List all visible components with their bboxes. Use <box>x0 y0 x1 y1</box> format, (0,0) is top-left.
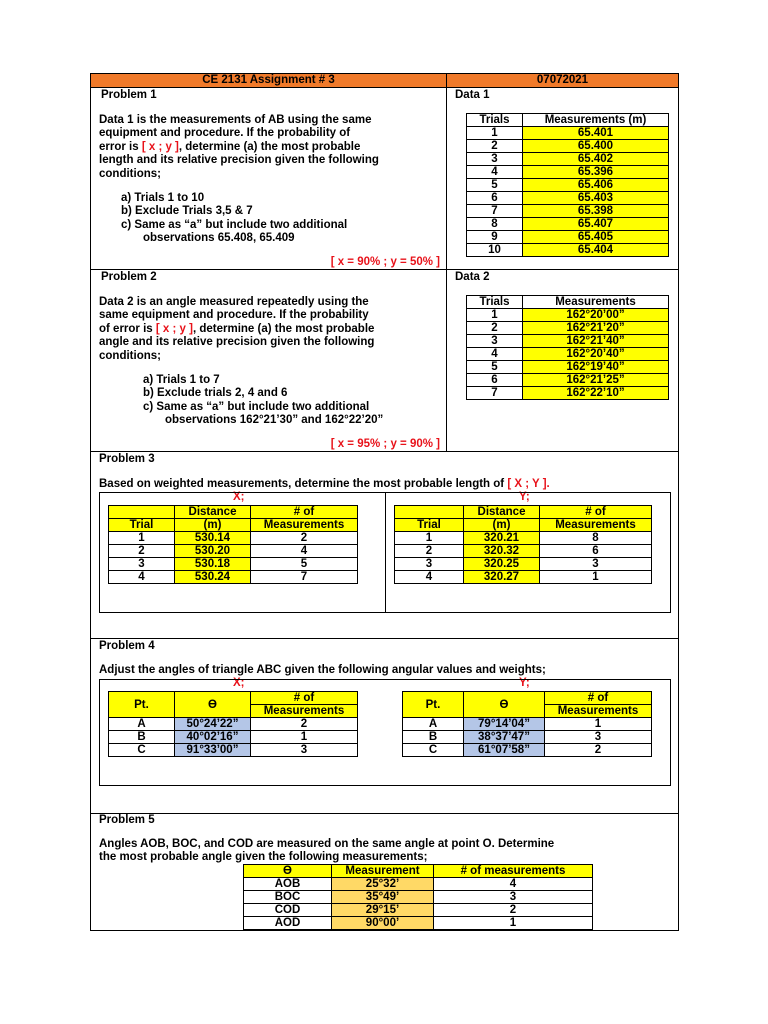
measurement-cell: 162°19’40” <box>523 361 669 374</box>
problem-3-row <box>91 452 678 639</box>
count-cell: 3 <box>251 744 358 757</box>
distance-cell: 320.27 <box>464 571 540 584</box>
problem-4-x-table: Pt. ϴ # of Measurements A 50°24’22” 2 B 40°02’16” 1 C 91°33’00” 3 <box>108 691 358 757</box>
count-cell: 1 <box>540 571 652 584</box>
distance-cell: 320.25 <box>464 558 540 571</box>
table-row <box>403 718 652 731</box>
trial-cell: 9 <box>467 231 523 244</box>
measurement-cell: 65.398 <box>523 205 669 218</box>
angle-cell: 91°33’00” <box>175 744 251 757</box>
problem-1-conditions: a) Trials 1 to 10 b) Exclude Trials 3,5 & 7 c) Same as “a” but include two additional observations 65.408, 65.409 <box>121 192 348 245</box>
table-row <box>467 231 669 244</box>
table-row <box>467 192 669 205</box>
distance-cell: 320.32 <box>464 545 540 558</box>
measurement-cell: 65.401 <box>523 127 669 140</box>
problem-4-label: Problem 4 <box>99 640 155 652</box>
count-cell: 3 <box>434 891 593 904</box>
table-row <box>467 374 669 387</box>
problem-1-probabilities: [ x = 90% ; y = 50% ] <box>330 256 440 268</box>
table-row <box>395 532 652 545</box>
count-cell: 1 <box>434 917 593 930</box>
problem-3-x-table: Distance # of Trial (m) Measurements 1 530.14 2 2 530.20 4 3 530.18 5 4 530.24 7 <box>108 505 358 584</box>
table-row <box>395 558 652 571</box>
table-row <box>467 166 669 179</box>
count-cell: 3 <box>545 731 652 744</box>
angle-cell: 61°07’58” <box>464 744 545 757</box>
measurement-cell: 162°20’00” <box>523 309 669 322</box>
table-row <box>244 891 593 904</box>
trial-cell: 2 <box>467 322 523 335</box>
trial-cell: 3 <box>395 558 464 571</box>
trial-cell: 4 <box>467 348 523 361</box>
table-row <box>109 731 358 744</box>
measurement-cell: 25°32’ <box>332 878 434 891</box>
problem-4-text: Adjust the angles of triangle ABC given the following angular values and weights; <box>99 664 546 676</box>
trial-cell: 7 <box>467 205 523 218</box>
measurement-cell: 65.402 <box>523 153 669 166</box>
measurement-cell: 162°22’10” <box>523 387 669 400</box>
measurement-cell: 162°20’40” <box>523 348 669 361</box>
count-cell: 1 <box>545 718 652 731</box>
assignment-date: 07072021 <box>536 74 589 86</box>
count-cell: 4 <box>251 545 358 558</box>
count-cell: 8 <box>540 532 652 545</box>
distance-cell: 530.18 <box>175 558 251 571</box>
table-row <box>467 348 669 361</box>
trial-cell: 1 <box>395 532 464 545</box>
trial-cell: 2 <box>395 545 464 558</box>
trial-cell: 10 <box>467 244 523 257</box>
trial-cell: 8 <box>467 218 523 231</box>
trial-cell: 6 <box>467 192 523 205</box>
angle-name-cell: BOC <box>244 891 332 904</box>
count-cell: 2 <box>434 904 593 917</box>
trial-cell: 3 <box>467 153 523 166</box>
count-cell: 2 <box>251 718 358 731</box>
data-2-label: Data 2 <box>455 271 490 283</box>
table-row <box>467 153 669 166</box>
assignment-title: CE 2131 Assignment # 3 <box>202 74 335 86</box>
problem-2-label: Problem 2 <box>101 271 157 283</box>
table-row <box>244 917 593 930</box>
trial-cell: 3 <box>109 558 175 571</box>
data-1-label: Data 1 <box>455 89 490 101</box>
count-cell: 4 <box>434 878 593 891</box>
trial-cell: 1 <box>467 309 523 322</box>
distance-cell: 530.14 <box>175 532 251 545</box>
point-cell: C <box>109 744 175 757</box>
measurement-cell: 65.407 <box>523 218 669 231</box>
count-cell: 3 <box>540 558 652 571</box>
problem-4-x-label: X; <box>233 677 245 689</box>
count-cell: 1 <box>251 731 358 744</box>
point-cell: A <box>403 718 464 731</box>
table-row <box>109 558 358 571</box>
trial-cell: 1 <box>467 127 523 140</box>
trial-cell: 3 <box>467 335 523 348</box>
table-row <box>109 532 358 545</box>
count-cell: 5 <box>251 558 358 571</box>
problem-4-y-label: Y; <box>519 677 530 689</box>
data-1-table: Trials Measurements (m) 1 65.401 2 65.400 3 65.402 4 65.396 5 65.406 6 65.403 7 65.398 8 65.407 9 65.405 10 65.404 <box>466 113 669 257</box>
measurement-cell: 162°21’25” <box>523 374 669 387</box>
measurement-cell: 35°49’ <box>332 891 434 904</box>
trial-cell: 6 <box>467 374 523 387</box>
problem-5-row <box>91 814 678 930</box>
problem-5-text: Angles AOB, BOC, and COD are measured on the same angle at point O. Determine the most probable angle given the following measurements; <box>99 838 555 864</box>
problem-1-text: Data 1 is the measurements of AB using the same equipment and procedure. If the probability of error is [ x ; y ], determine (a) the most probable length and its relative precision given the following conditions; <box>99 114 379 180</box>
table-row <box>403 731 652 744</box>
table-row <box>467 322 669 335</box>
count-cell: 2 <box>545 744 652 757</box>
table-row <box>467 205 669 218</box>
table-row <box>109 571 358 584</box>
table-row <box>467 140 669 153</box>
table-row <box>467 335 669 348</box>
table-row <box>467 127 669 140</box>
problem-3-y-table: Distance # of Trial (m) Measurements 1 320.21 8 2 320.32 6 3 320.25 3 4 320.27 1 <box>394 505 652 584</box>
trial-cell: 4 <box>467 166 523 179</box>
table-row <box>395 571 652 584</box>
table-row <box>244 904 593 917</box>
problem-5-table: ϴ Measurement # of measurements AOB 25°32’ 4 BOC 35°49’ 3 COD 29°15’ 2 AOD 90°00’ 1 <box>243 864 593 930</box>
point-cell: A <box>109 718 175 731</box>
angle-cell: 79°14’04” <box>464 718 545 731</box>
problem-5-label: Problem 5 <box>99 814 155 826</box>
problem-4-row <box>91 639 678 814</box>
table-row <box>395 545 652 558</box>
table-row <box>109 744 358 757</box>
trial-cell: 5 <box>467 179 523 192</box>
measurement-cell: 65.400 <box>523 140 669 153</box>
angle-cell: 40°02’16” <box>175 731 251 744</box>
measurement-cell: 65.403 <box>523 192 669 205</box>
problem-3-x-label: X; <box>233 491 245 503</box>
count-cell: 2 <box>251 532 358 545</box>
problem-3-label: Problem 3 <box>99 453 155 465</box>
count-cell: 6 <box>540 545 652 558</box>
angle-name-cell: AOD <box>244 917 332 930</box>
measurement-cell: 162°21’20” <box>523 322 669 335</box>
angle-cell: 38°37’47” <box>464 731 545 744</box>
measurement-cell: 29°15’ <box>332 904 434 917</box>
table-row <box>467 309 669 322</box>
table-row <box>244 878 593 891</box>
table-row <box>467 361 669 374</box>
measurement-cell: 162°21’40” <box>523 335 669 348</box>
trial-cell: 2 <box>109 545 175 558</box>
measurement-cell: 65.405 <box>523 231 669 244</box>
angle-cell: 50°24’22” <box>175 718 251 731</box>
count-cell: 7 <box>251 571 358 584</box>
problem-1-row <box>91 88 678 270</box>
data-2-table: Trials Measurements 1 162°20’00” 2 162°21’20” 3 162°21’40” 4 162°20’40” 5 162°19’40” 6 162°21’25” 7 162°22’10” <box>466 295 669 400</box>
trial-cell: 4 <box>109 571 175 584</box>
header-row <box>91 74 678 88</box>
measurement-cell: 65.406 <box>523 179 669 192</box>
table-row <box>109 545 358 558</box>
table-row <box>467 179 669 192</box>
trial-cell: 4 <box>395 571 464 584</box>
distance-cell: 530.20 <box>175 545 251 558</box>
table-row <box>467 218 669 231</box>
problem-2-text: Data 2 is an angle measured repeatedly using the same equipment and procedure. If the probability of error is [ x ; y ], determine (a) the most probable angle and its relative precision given the following conditions; <box>99 296 375 362</box>
problem-2-probabilities: [ x = 95% ; y = 90% ] <box>330 438 440 450</box>
angle-name-cell: AOB <box>244 878 332 891</box>
measurement-cell: 90°00’ <box>332 917 434 930</box>
measurement-cell: 65.396 <box>523 166 669 179</box>
problem-2-conditions: a) Trials 1 to 7 b) Exclude trials 2, 4 and 6 c) Same as “a” but include two additional observations 162°21’30” and 162°22’20” <box>143 374 384 427</box>
table-row <box>467 244 669 257</box>
measurement-cell: 65.404 <box>523 244 669 257</box>
distance-cell: 530.24 <box>175 571 251 584</box>
angle-name-cell: COD <box>244 904 332 917</box>
table-row <box>109 718 358 731</box>
point-cell: B <box>403 731 464 744</box>
trial-cell: 5 <box>467 361 523 374</box>
trial-cell: 7 <box>467 387 523 400</box>
trial-cell: 2 <box>467 140 523 153</box>
problem-1-label: Problem 1 <box>101 89 157 101</box>
problem-4-y-table: Pt. ϴ # of Measurements A 79°14’04” 1 B 38°37’47” 3 C 61°07’58” 2 <box>402 691 652 757</box>
problem-3-text: Based on weighted measurements, determine the most probable length of [ X ; Y ]. <box>99 478 550 490</box>
problem-3-y-label: Y; <box>519 491 530 503</box>
distance-cell: 320.21 <box>464 532 540 545</box>
column-divider <box>446 74 447 452</box>
table-row <box>403 744 652 757</box>
point-cell: C <box>403 744 464 757</box>
point-cell: B <box>109 731 175 744</box>
assignment-sheet <box>90 73 679 931</box>
table-row <box>467 387 669 400</box>
problem-2-row <box>91 270 678 452</box>
trial-cell: 1 <box>109 532 175 545</box>
